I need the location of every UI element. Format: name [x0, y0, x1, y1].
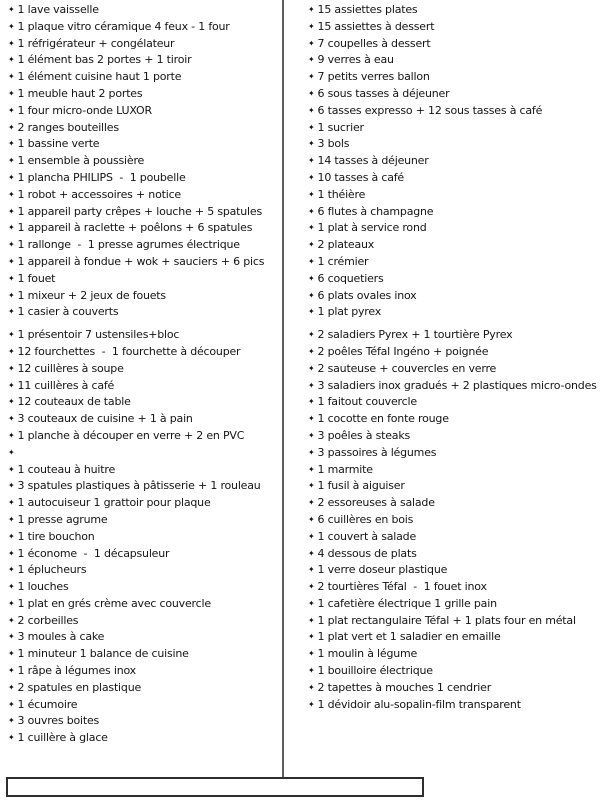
list-item	[308, 512, 614, 529]
list-item	[308, 596, 614, 613]
diamond-bullet-icon: ✦	[308, 481, 315, 491]
item-text: 1 presse agrume	[17, 512, 108, 526]
list-item	[8, 613, 282, 630]
item-text: 1 rallonge - 1 presse agrumes électrique	[17, 238, 240, 252]
item-text: 1 élément cuisine haut 1 porte	[17, 70, 182, 84]
list-item	[308, 304, 614, 321]
list-item	[308, 478, 614, 495]
item-text: 6 tasses expresso + 12 sous tasses à café	[317, 103, 543, 117]
list-item	[8, 378, 282, 395]
item-text: 15 assiettes plates	[317, 3, 418, 16]
list-item	[8, 579, 282, 596]
item-text: 1 plaque vitro céramique 4 feux - 1 four	[17, 19, 230, 33]
diamond-bullet-icon: ✦	[308, 615, 315, 625]
diamond-bullet-icon: ✦	[308, 699, 315, 709]
diamond-bullet-icon: ✦	[8, 290, 15, 300]
diamond-bullet-icon: ✦	[308, 397, 315, 407]
diamond-bullet-icon: ✦	[308, 632, 315, 642]
list-block	[308, 327, 614, 713]
diamond-bullet-icon: ✦	[8, 649, 15, 659]
list-item	[308, 69, 614, 86]
item-text: 1 plat à service rond	[317, 221, 427, 235]
diamond-bullet-icon: ✦	[8, 464, 15, 474]
diamond-bullet-icon: ✦	[308, 649, 315, 659]
item-text: 1 cuillère à glace	[17, 731, 108, 745]
item-text: 1 louches	[17, 580, 69, 594]
list-item	[8, 462, 282, 479]
list-item	[308, 153, 614, 170]
diamond-bullet-icon: ✦	[308, 273, 315, 283]
item-text: 4 dessous de plats	[317, 546, 417, 560]
list-item	[308, 288, 614, 305]
item-text: 12 cuillères à soupe	[17, 361, 124, 375]
item-text: 1 minuteur 1 balance de cuisine	[17, 647, 189, 661]
diamond-bullet-icon: ✦	[308, 582, 315, 592]
item-text: 3 moules à cake	[17, 630, 105, 644]
list-item	[8, 596, 282, 613]
diamond-bullet-icon: ✦	[8, 172, 15, 182]
diamond-bullet-icon: ✦	[8, 598, 15, 608]
diamond-bullet-icon: ✦	[308, 682, 315, 692]
list-item	[8, 629, 282, 646]
list-item	[308, 327, 614, 344]
item-text: 1 meuble haut 2 portes	[17, 86, 143, 100]
list-item	[308, 19, 614, 36]
diamond-bullet-icon: ✦	[8, 240, 15, 250]
list-item	[308, 462, 614, 479]
diamond-bullet-icon: ✦	[8, 548, 15, 558]
diamond-bullet-icon: ✦	[8, 514, 15, 524]
item-text: 2 poêles Téfal Ingéno + poignée	[317, 344, 489, 358]
list-item	[8, 680, 282, 697]
item-text: 3 bols	[317, 137, 350, 151]
list-item	[8, 529, 282, 546]
item-text: 6 sous tasses à déjeuner	[317, 86, 450, 100]
item-text: 2 saladiers Pyrex + 1 tourtière Pyrex	[317, 328, 513, 342]
diamond-bullet-icon: ✦	[8, 582, 15, 592]
item-text: 2 tourtières Téfal - 1 fouet inox	[317, 580, 487, 594]
item-text: 1 plat pyrex	[317, 305, 382, 319]
item-text: 1 bassine verte	[17, 137, 100, 151]
diamond-bullet-icon: ✦	[8, 105, 15, 115]
diamond-bullet-icon: ✦	[308, 38, 315, 48]
diamond-bullet-icon: ✦	[8, 206, 15, 216]
diamond-bullet-icon: ✦	[8, 156, 15, 166]
list-item	[308, 663, 614, 680]
diamond-bullet-icon: ✦	[308, 548, 315, 558]
diamond-bullet-icon: ✦	[308, 55, 315, 65]
item-text: 1 faitout couvercle	[317, 395, 417, 409]
list-item	[308, 2, 614, 19]
list-item	[8, 2, 282, 19]
diamond-bullet-icon: ✦	[308, 21, 315, 31]
list-item	[8, 103, 282, 120]
list-item	[308, 103, 614, 120]
diamond-bullet-icon: ✦	[308, 105, 315, 115]
list-item	[8, 153, 282, 170]
item-text: 3 saladiers inox gradués + 2 plastiques micro-ondes	[317, 378, 597, 392]
item-text: 1 moulin à légume	[317, 647, 418, 661]
list-item	[8, 271, 282, 288]
list-item	[8, 562, 282, 579]
diamond-bullet-icon: ✦	[308, 5, 315, 14]
list-item	[308, 86, 614, 103]
list-item	[308, 344, 614, 361]
list-item	[8, 52, 282, 69]
list-item	[8, 220, 282, 237]
item-text: 15 assiettes à dessert	[317, 19, 435, 33]
item-text: 2 corbeilles	[17, 613, 79, 627]
item-text: 1 présentoir 7 ustensiles+bloc	[17, 328, 180, 342]
diamond-bullet-icon: ✦	[308, 156, 315, 166]
diamond-bullet-icon: ✦	[308, 72, 315, 82]
item-text: 11 cuillères à café	[17, 378, 115, 392]
diamond-bullet-icon: ✦	[308, 206, 315, 216]
list-item	[8, 713, 282, 730]
column-divider-line	[282, 0, 284, 778]
item-text: 6 coquetiers	[317, 271, 384, 285]
list-block	[8, 2, 282, 321]
list-item	[308, 680, 614, 697]
item-text: 1 four micro-onde LUXOR	[17, 103, 152, 117]
item-text: 1 cocotte en fonte rouge	[317, 412, 449, 426]
item-text: 1 lave vaisselle	[17, 3, 99, 16]
diamond-bullet-icon: ✦	[8, 256, 15, 266]
diamond-bullet-icon: ✦	[308, 256, 315, 266]
list-item	[8, 445, 282, 462]
list-item	[8, 204, 282, 221]
list-item	[308, 220, 614, 237]
item-text: 1 plancha PHILIPS - 1 poubelle	[17, 170, 186, 184]
item-text: 1 éplucheurs	[17, 563, 87, 577]
item-text: 2 tapettes à mouches 1 cendrier	[317, 680, 492, 694]
list-item	[308, 428, 614, 445]
diamond-bullet-icon: ✦	[8, 716, 15, 726]
list-item	[8, 120, 282, 137]
diamond-bullet-icon: ✦	[8, 733, 15, 743]
diamond-bullet-icon: ✦	[8, 498, 15, 508]
list-item	[8, 495, 282, 512]
item-text: 1 cafetière électrique 1 grille pain	[317, 596, 497, 610]
item-text: 1 élément bas 2 portes + 1 tiroir	[17, 53, 192, 67]
list-item	[8, 136, 282, 153]
diamond-bullet-icon: ✦	[308, 498, 315, 508]
item-text: 2 spatules en plastique	[17, 680, 142, 694]
list-item	[8, 344, 282, 361]
list-item	[8, 170, 282, 187]
diamond-bullet-icon: ✦	[308, 189, 315, 199]
diamond-bullet-icon: ✦	[308, 565, 315, 575]
item-text: 1 planche à découper en verre + 2 en PVC	[17, 428, 245, 442]
list-item	[308, 445, 614, 462]
diamond-bullet-icon: ✦	[308, 598, 315, 608]
list-item	[308, 546, 614, 563]
list-item	[308, 120, 614, 137]
list-block	[8, 327, 282, 747]
item-text: 1 fouet	[17, 271, 56, 285]
item-text: 3 couteaux de cuisine + 1 à pain	[17, 412, 193, 426]
diamond-bullet-icon: ✦	[8, 273, 15, 283]
item-text: 6 cuillères en bois	[317, 512, 414, 526]
item-text: 3 passoires à légumes	[317, 445, 437, 459]
diamond-bullet-icon: ✦	[8, 55, 15, 65]
list-item	[8, 304, 282, 321]
diamond-bullet-icon: ✦	[8, 380, 15, 390]
list-item	[8, 237, 282, 254]
item-text: 1 robot + accessoires + notice	[17, 187, 181, 201]
list-item	[308, 697, 614, 714]
diamond-bullet-icon: ✦	[8, 72, 15, 82]
item-text: 7 coupelles à dessert	[317, 36, 431, 50]
diamond-bullet-icon: ✦	[8, 330, 15, 340]
list-item	[8, 19, 282, 36]
left-column	[8, 2, 282, 747]
list-item	[308, 237, 614, 254]
list-item	[308, 254, 614, 271]
list-item	[308, 579, 614, 596]
right-column	[308, 2, 614, 713]
list-item	[8, 512, 282, 529]
item-text: 14 tasses à déjeuner	[317, 154, 429, 168]
item-text: 1 théière	[317, 187, 366, 201]
diamond-bullet-icon: ✦	[308, 447, 315, 457]
item-text: 2 essoreuses à salade	[317, 496, 435, 510]
item-text: 3 ouvres boites	[17, 714, 100, 728]
diamond-bullet-icon: ✦	[308, 380, 315, 390]
list-item	[308, 361, 614, 378]
item-text: 1 couvert à salade	[317, 529, 417, 543]
item-text: 6 flutes à champagne	[317, 204, 434, 218]
list-item	[8, 86, 282, 103]
item-text: 1 plat vert et 1 saladier en emaille	[317, 630, 501, 644]
list-item	[308, 646, 614, 663]
list-item	[308, 52, 614, 69]
diamond-bullet-icon: ✦	[8, 447, 15, 457]
item-text: 12 couteaux de table	[17, 395, 131, 409]
item-text: 1 fusil à aiguiser	[317, 479, 405, 493]
list-item	[8, 697, 282, 714]
diamond-bullet-icon: ✦	[8, 307, 15, 317]
item-text: 1 économe - 1 décapsuleur	[17, 546, 170, 560]
list-item	[8, 327, 282, 344]
diamond-bullet-icon: ✦	[308, 414, 315, 424]
item-text: 1 râpe à légumes inox	[17, 664, 136, 678]
list-item	[308, 271, 614, 288]
list-item	[308, 529, 614, 546]
list-item	[8, 394, 282, 411]
diamond-bullet-icon: ✦	[308, 290, 315, 300]
list-item	[8, 187, 282, 204]
diamond-bullet-icon: ✦	[8, 21, 15, 31]
diamond-bullet-icon: ✦	[308, 122, 315, 132]
diamond-bullet-icon: ✦	[308, 88, 315, 98]
item-text: 1 marmite	[317, 462, 373, 476]
list-item	[308, 411, 614, 428]
list-item	[8, 288, 282, 305]
diamond-bullet-icon: ✦	[8, 481, 15, 491]
item-text: 1 crémier	[317, 254, 369, 268]
list-item	[308, 204, 614, 221]
diamond-bullet-icon: ✦	[308, 346, 315, 356]
empty-signature-box	[6, 777, 424, 797]
diamond-bullet-icon: ✦	[308, 240, 315, 250]
item-text: 3 poêles à steaks	[317, 428, 411, 442]
item-text: 1 réfrigérateur + congélateur	[17, 36, 175, 50]
diamond-bullet-icon: ✦	[8, 531, 15, 541]
item-text: 1 autocuiseur 1 grattoir pour plaque	[17, 496, 211, 510]
diamond-bullet-icon: ✦	[8, 565, 15, 575]
list-item	[308, 170, 614, 187]
item-text: 1 couteau à huitre	[17, 462, 116, 476]
list-item	[308, 36, 614, 53]
list-item	[308, 613, 614, 630]
diamond-bullet-icon: ✦	[308, 307, 315, 317]
list-item	[8, 428, 282, 445]
diamond-bullet-icon: ✦	[308, 666, 315, 676]
item-text: 1 sucrier	[317, 120, 364, 134]
item-text: 2 sauteuse + couvercles en verre	[317, 361, 497, 375]
item-text: 1 écumoire	[17, 697, 78, 711]
item-text: 1 plat rectangulaire Téfal + 1 plats four en métal	[317, 613, 576, 627]
list-item	[308, 562, 614, 579]
item-text: 12 fourchettes - 1 fourchette à découper	[17, 344, 241, 358]
list-item	[308, 378, 614, 395]
diamond-bullet-icon: ✦	[8, 632, 15, 642]
list-item	[8, 36, 282, 53]
diamond-bullet-icon: ✦	[8, 414, 15, 424]
item-text: 7 petits verres ballon	[317, 70, 430, 84]
item-text: 1 verre doseur plastique	[317, 563, 448, 577]
list-item	[8, 69, 282, 86]
list-item	[8, 646, 282, 663]
diamond-bullet-icon: ✦	[8, 430, 15, 440]
list-item	[8, 254, 282, 271]
diamond-bullet-icon: ✦	[8, 397, 15, 407]
list-item	[8, 730, 282, 747]
diamond-bullet-icon: ✦	[308, 330, 315, 340]
diamond-bullet-icon: ✦	[8, 223, 15, 233]
list-block	[308, 2, 614, 321]
item-text: 1 plat en grés crème avec couvercle	[17, 596, 211, 610]
list-item	[8, 663, 282, 680]
list-item	[308, 136, 614, 153]
item-text: 2 ranges bouteilles	[17, 120, 119, 134]
diamond-bullet-icon: ✦	[8, 88, 15, 98]
diamond-bullet-icon: ✦	[308, 363, 315, 373]
diamond-bullet-icon: ✦	[8, 189, 15, 199]
diamond-bullet-icon: ✦	[8, 139, 15, 149]
list-item	[308, 394, 614, 411]
diamond-bullet-icon: ✦	[308, 464, 315, 474]
list-item	[8, 411, 282, 428]
item-text: 1 mixeur + 2 jeux de fouets	[17, 288, 166, 302]
diamond-bullet-icon: ✦	[8, 363, 15, 373]
diamond-bullet-icon: ✦	[308, 514, 315, 524]
item-text: 6 plats ovales inox	[317, 288, 417, 302]
item-text: 10 tasses à café	[317, 170, 404, 184]
diamond-bullet-icon: ✦	[308, 430, 315, 440]
diamond-bullet-icon: ✦	[8, 682, 15, 692]
item-text: 1 appareil à fondue + wok + sauciers + 6 pics	[17, 254, 265, 268]
item-text: 1 dévidoir alu-sopalin-film transparent	[317, 697, 521, 711]
diamond-bullet-icon: ✦	[308, 172, 315, 182]
item-text: 1 ensemble à poussière	[17, 154, 145, 168]
diamond-bullet-icon: ✦	[8, 699, 15, 709]
diamond-bullet-icon: ✦	[8, 615, 15, 625]
diamond-bullet-icon: ✦	[308, 223, 315, 233]
list-item	[308, 629, 614, 646]
item-text: 1 casier à couverts	[17, 305, 119, 319]
diamond-bullet-icon: ✦	[8, 122, 15, 132]
item-text: 1 appareil à raclette + poêlons + 6 spatules	[17, 221, 253, 235]
item-text: 9 verres à eau	[317, 53, 394, 67]
list-item	[8, 361, 282, 378]
diamond-bullet-icon: ✦	[8, 5, 15, 14]
list-item	[8, 478, 282, 495]
item-text: 1 bouilloire électrique	[317, 664, 433, 678]
item-text: 1 tire bouchon	[17, 529, 95, 543]
item-text: 1 appareil party crêpes + louche + 5 spatules	[17, 204, 263, 218]
item-text: 2 plateaux	[317, 238, 375, 252]
list-item	[8, 546, 282, 563]
item-text: 3 spatules plastiques à pâtisserie + 1 rouleau	[17, 479, 261, 493]
diamond-bullet-icon: ✦	[8, 38, 15, 48]
diamond-bullet-icon: ✦	[308, 139, 315, 149]
list-item	[308, 187, 614, 204]
list-item	[308, 495, 614, 512]
diamond-bullet-icon: ✦	[8, 666, 15, 676]
diamond-bullet-icon: ✦	[308, 531, 315, 541]
diamond-bullet-icon: ✦	[8, 346, 15, 356]
